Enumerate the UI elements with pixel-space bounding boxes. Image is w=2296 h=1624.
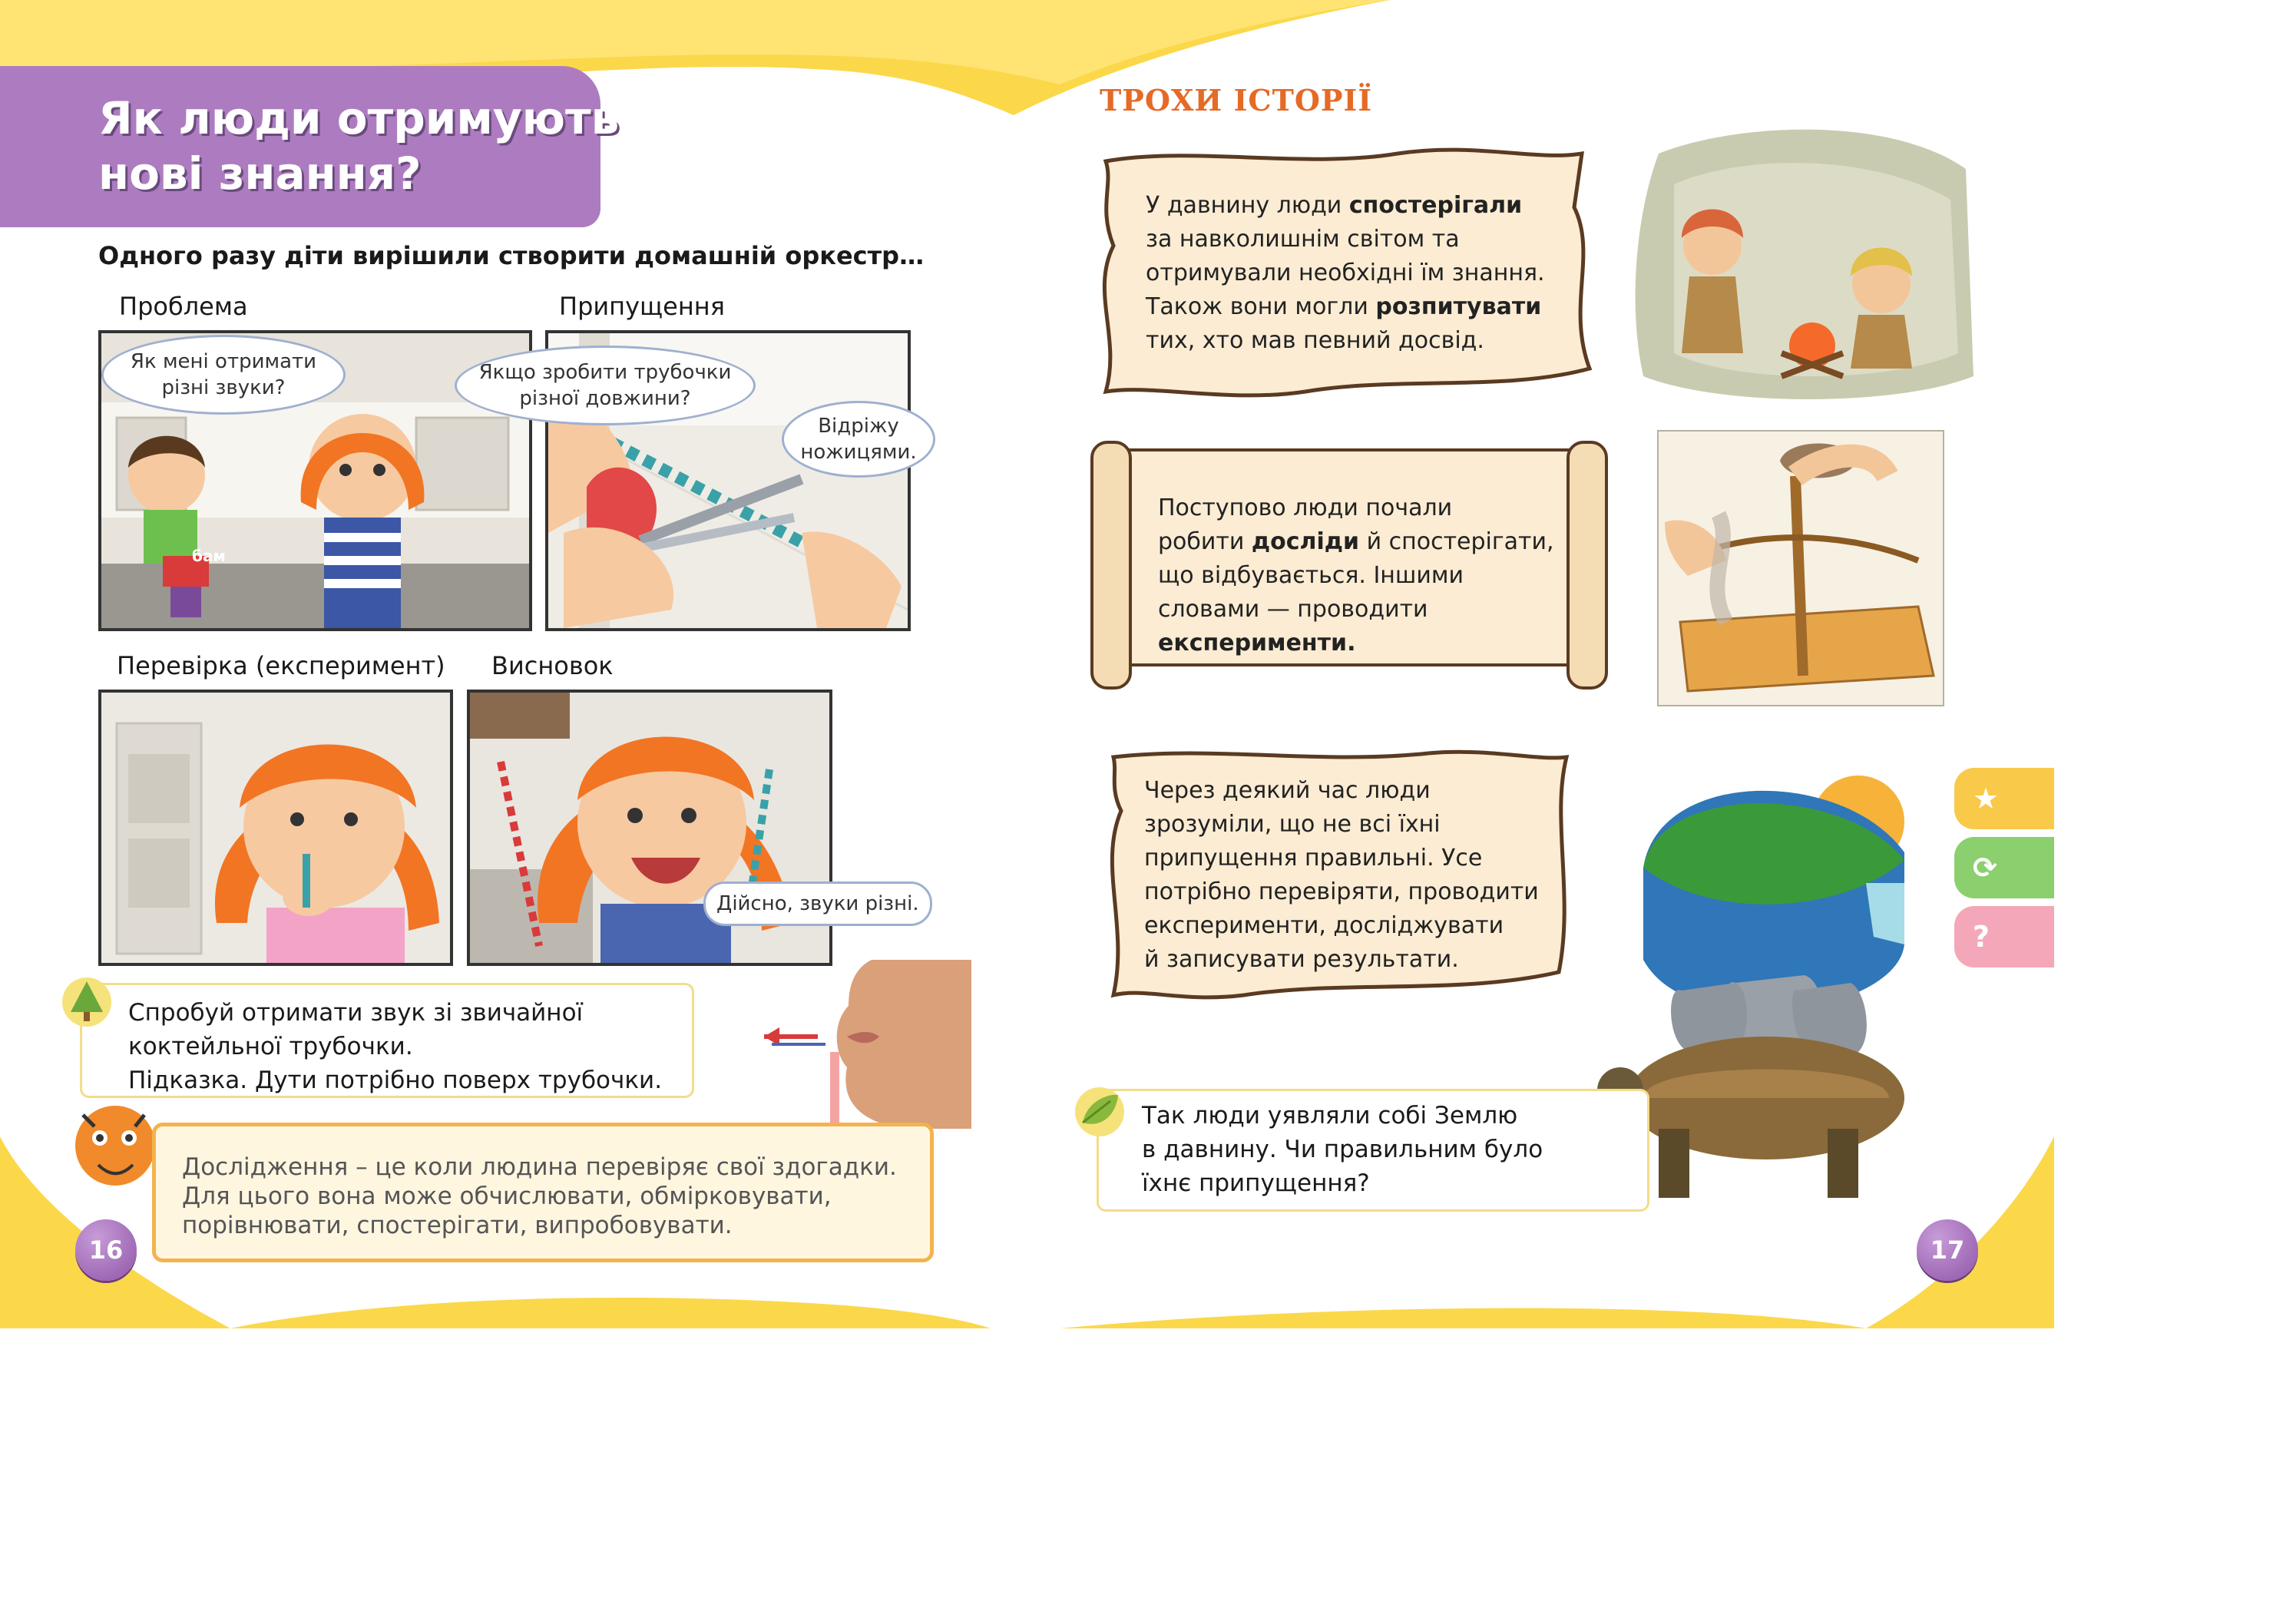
cave-people-illustration [1628,123,1973,407]
page-number-right: 17 [1917,1219,1978,1281]
task-box: Спробуй отримати звук зі звичайної коктейльної трубочки. Підказка. Дути потрібно поверх трубочки. [80,983,694,1098]
page-number-left: 16 [75,1219,137,1281]
star-icon: ★ [1973,782,2000,815]
comic-panel-experiment [98,690,453,966]
question-tab-button[interactable] [1954,906,2054,967]
bam-label: бам [192,547,226,565]
lead-sentence: Одного разу діти вирішили створити домашній оркестр… [98,241,925,270]
label-hypothesis: Припущення [559,292,725,321]
label-experiment: Перевірка (експеримент) [117,651,445,680]
scroll-text-2: Поступово люди почали робити досліди й спостерігати, що відбувається. Іншими словами — проводити експерименти. [1158,494,1554,657]
label-problem: Проблема [119,292,248,321]
definition-box: Дослідження – це коли людина перевіряє свої здогадки. Для цього вона може обчислювати, обмірковувати, порівнювати, спостерігати, випробовувати. [152,1123,934,1262]
scroll-text-3: Через деякий час люди зрозуміли, що не всі їхні припущення правильні. Усе потрібно перевіряти, проводити експерименти, досліджувати й записувати результати. [1144,777,1539,973]
thought-bubble-boy: Як мені отримати різні звуки? [101,335,346,415]
star-tab-button[interactable] [1954,768,2054,829]
speech-bubble-result: Дійсно, звуки різні. [703,881,932,926]
speech-bubble-cut: Відріжу ножицями. [782,401,935,478]
page-title: Як люди отримують нові знання? [98,92,620,200]
tree-icon [60,975,114,1029]
thought-bubble-girl: Якщо зробити трубочки різної довжини? [455,346,756,425]
section-heading: ТРОХИ ІСТОРІЇ [1100,83,1373,117]
leaf-icon [1072,1084,1127,1139]
fire-drill-illustration [1657,430,1944,706]
page-title-box [0,66,620,227]
refresh-tab-button[interactable] [1954,837,2054,898]
refresh-icon: ⟳ [1973,851,1997,885]
blowing-mouth-illustration [756,960,971,1129]
label-conclusion: Висновок [491,651,614,680]
scroll-text-1: У давнину люди спостерігали за навколишнім світом та отримували необхідні їм знання. Також вони могли розпитувати тих, хто мав певний досвід. [1146,192,1545,354]
girl-blowing-straw-illustration [101,693,450,963]
question-icon: ? [1973,920,1990,954]
question-box: Так люди уявляли собі Землю в давнину. Чи правильним було їхнє припущення? [1097,1089,1649,1212]
